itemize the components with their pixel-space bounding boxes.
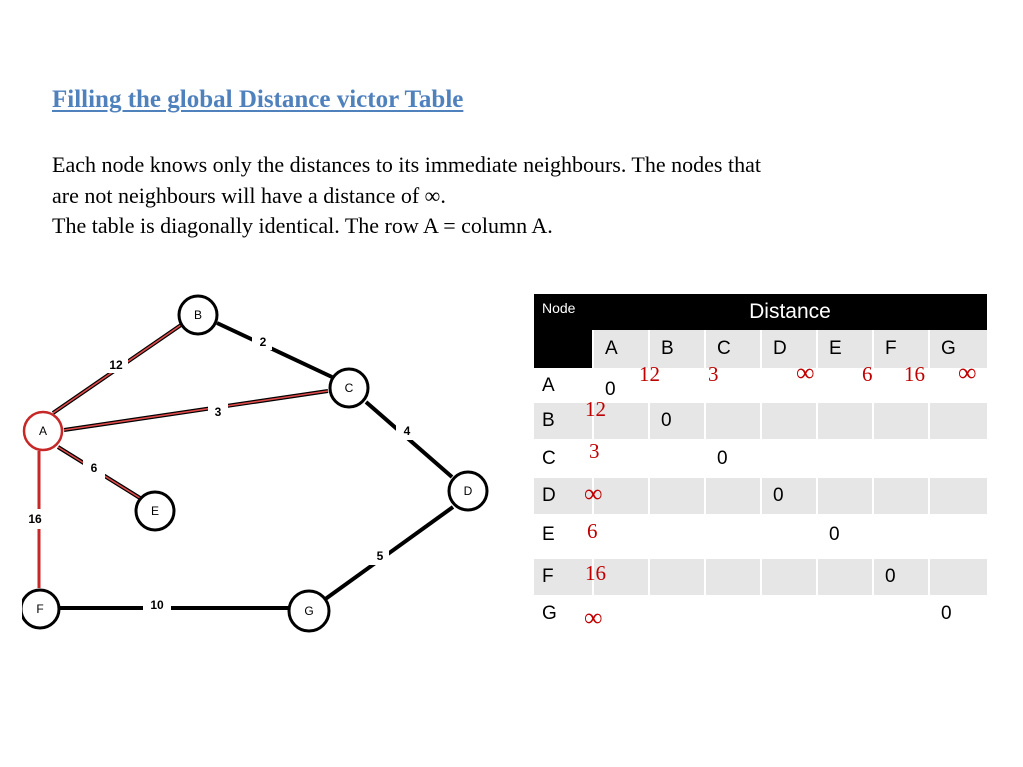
description-line-2: are not neighbours will have a distance of ∞. bbox=[52, 183, 446, 208]
cell-e-a bbox=[587, 514, 649, 556]
cell-f-f bbox=[873, 559, 929, 595]
row-label-g: G bbox=[542, 603, 557, 624]
table-row bbox=[534, 403, 987, 439]
row-a-value-f: 16 bbox=[904, 362, 925, 386]
distance-vector-table bbox=[534, 294, 987, 633]
node-d bbox=[449, 472, 487, 510]
cell-b-d bbox=[761, 403, 817, 439]
node-a-label: A bbox=[38, 424, 48, 438]
cell-e-d bbox=[761, 514, 817, 556]
cell-d-g bbox=[929, 478, 987, 514]
table-row bbox=[534, 478, 987, 514]
node-f-label: F bbox=[36, 602, 44, 616]
cell-diagonal-value: 0 bbox=[717, 447, 728, 469]
cell-d-f bbox=[873, 478, 929, 514]
cell-c-f bbox=[873, 439, 929, 478]
table-row bbox=[534, 514, 987, 556]
cell-diagonal-value: 0 bbox=[829, 524, 840, 545]
row-label-d: D bbox=[534, 478, 593, 514]
cell-diagonal-value: 0 bbox=[605, 378, 616, 400]
row-label-e: E bbox=[542, 524, 555, 545]
row-label-f: F bbox=[534, 559, 593, 595]
cell-f-c bbox=[705, 559, 761, 595]
cell-g-b bbox=[649, 595, 705, 633]
cell-f-d bbox=[761, 559, 817, 595]
row-label-c: C bbox=[542, 447, 556, 469]
cell-diagonal-value: 0 bbox=[941, 603, 952, 624]
cell-a-d bbox=[761, 358, 817, 403]
cell-g-d bbox=[761, 595, 817, 633]
column-a-value-c: 3 bbox=[589, 439, 600, 463]
node-g-label: G bbox=[304, 604, 314, 618]
node-header: Node bbox=[534, 294, 593, 368]
cell-e-e bbox=[817, 514, 873, 556]
weight-a-b: 12 bbox=[109, 358, 123, 372]
cell-c-b bbox=[649, 439, 705, 478]
cell-a-f bbox=[873, 362, 929, 403]
column-header-c: C bbox=[705, 330, 761, 368]
node-a bbox=[24, 412, 62, 450]
node-d-label: D bbox=[463, 484, 473, 498]
row-a-value-b: 12 bbox=[639, 362, 660, 386]
cell-c-d bbox=[761, 439, 817, 478]
cell-e-g bbox=[929, 514, 987, 556]
weight-d-g: 5 bbox=[376, 549, 384, 563]
cell-g-a bbox=[584, 595, 649, 633]
cell-a-e bbox=[817, 362, 873, 403]
cell-d-b bbox=[649, 478, 705, 514]
description-line-1: Each node knows only the distances to its immediate neighbours. The nodes that bbox=[52, 152, 761, 177]
cell-c-g bbox=[929, 439, 987, 478]
column-a-value-g: ∞ bbox=[584, 603, 603, 632]
node-g bbox=[289, 591, 329, 631]
cell-g-f bbox=[873, 595, 929, 633]
cell-diagonal-value: 0 bbox=[885, 566, 896, 587]
cell-b-a bbox=[585, 397, 649, 439]
row-label-b: B bbox=[534, 403, 593, 439]
cell-b-g bbox=[929, 403, 987, 439]
cell-g-g bbox=[929, 595, 987, 633]
cell-b-c bbox=[705, 403, 761, 439]
cell-f-b bbox=[649, 559, 705, 595]
table-row bbox=[534, 595, 987, 633]
column-a-value-d: ∞ bbox=[584, 479, 603, 508]
description-line-3: The table is diagonally identical. The row A = column A. bbox=[52, 213, 553, 238]
distance-header: Distance bbox=[593, 294, 987, 330]
column-header-a: A bbox=[593, 330, 649, 368]
table-row bbox=[534, 559, 987, 595]
network-graph bbox=[0, 280, 500, 640]
row-a-value-e: 6 bbox=[862, 362, 873, 386]
cell-c-c bbox=[705, 439, 761, 478]
node-e-label: E bbox=[150, 504, 160, 518]
cell-f-e bbox=[817, 559, 873, 595]
column-header-e: E bbox=[817, 330, 873, 368]
cell-e-b bbox=[649, 514, 705, 556]
column-header-d: D bbox=[761, 330, 817, 368]
cell-f-g bbox=[929, 559, 987, 595]
node-c-label: C bbox=[344, 381, 354, 395]
cell-b-e bbox=[817, 403, 873, 439]
node-e bbox=[136, 492, 174, 530]
node-f bbox=[21, 590, 59, 628]
row-a-value-c: 3 bbox=[708, 362, 719, 386]
cell-diagonal-value: 0 bbox=[773, 485, 784, 506]
cell-e-f bbox=[873, 514, 929, 556]
cell-g-e bbox=[817, 595, 873, 633]
row-a-value-g: ∞ bbox=[958, 358, 977, 387]
cell-d-d bbox=[761, 478, 817, 514]
weight-b-c: 2 bbox=[259, 335, 267, 349]
table-row bbox=[534, 439, 987, 478]
page-title: Filling the global Distance victor Table bbox=[52, 86, 464, 113]
weight-a-f: 16 bbox=[28, 512, 42, 526]
node-b-label: B bbox=[193, 308, 203, 322]
column-a-value-e: 6 bbox=[587, 519, 598, 543]
cell-c-e bbox=[817, 439, 873, 478]
row-a-value-d: ∞ bbox=[796, 358, 815, 387]
cell-e-c bbox=[705, 514, 761, 556]
cell-f-a bbox=[585, 559, 649, 595]
node-b bbox=[179, 296, 217, 334]
weight-a-c: 3 bbox=[214, 405, 222, 419]
cell-d-a bbox=[584, 478, 649, 514]
cell-b-b bbox=[649, 403, 705, 439]
cell-g-c bbox=[705, 595, 761, 633]
edge-b-c bbox=[217, 323, 332, 377]
cell-d-e bbox=[817, 478, 873, 514]
cell-a-b bbox=[639, 362, 705, 403]
column-header-b: B bbox=[649, 330, 705, 368]
cell-d-c bbox=[705, 478, 761, 514]
weight-a-e: 6 bbox=[90, 461, 98, 475]
cell-a-c bbox=[705, 362, 761, 403]
row-label-a: A bbox=[542, 374, 555, 396]
column-a-value-b: 12 bbox=[585, 397, 606, 421]
column-header-g: G bbox=[929, 330, 987, 368]
column-header-f: F bbox=[873, 330, 929, 368]
cell-b-f bbox=[873, 403, 929, 439]
cell-a-g bbox=[929, 358, 987, 403]
column-a-value-f: 16 bbox=[585, 561, 606, 585]
cell-c-a bbox=[589, 439, 649, 478]
cell-diagonal-value: 0 bbox=[661, 410, 672, 431]
weight-c-d: 4 bbox=[403, 424, 411, 438]
node-c bbox=[330, 369, 368, 407]
weight-f-g: 10 bbox=[150, 598, 164, 612]
